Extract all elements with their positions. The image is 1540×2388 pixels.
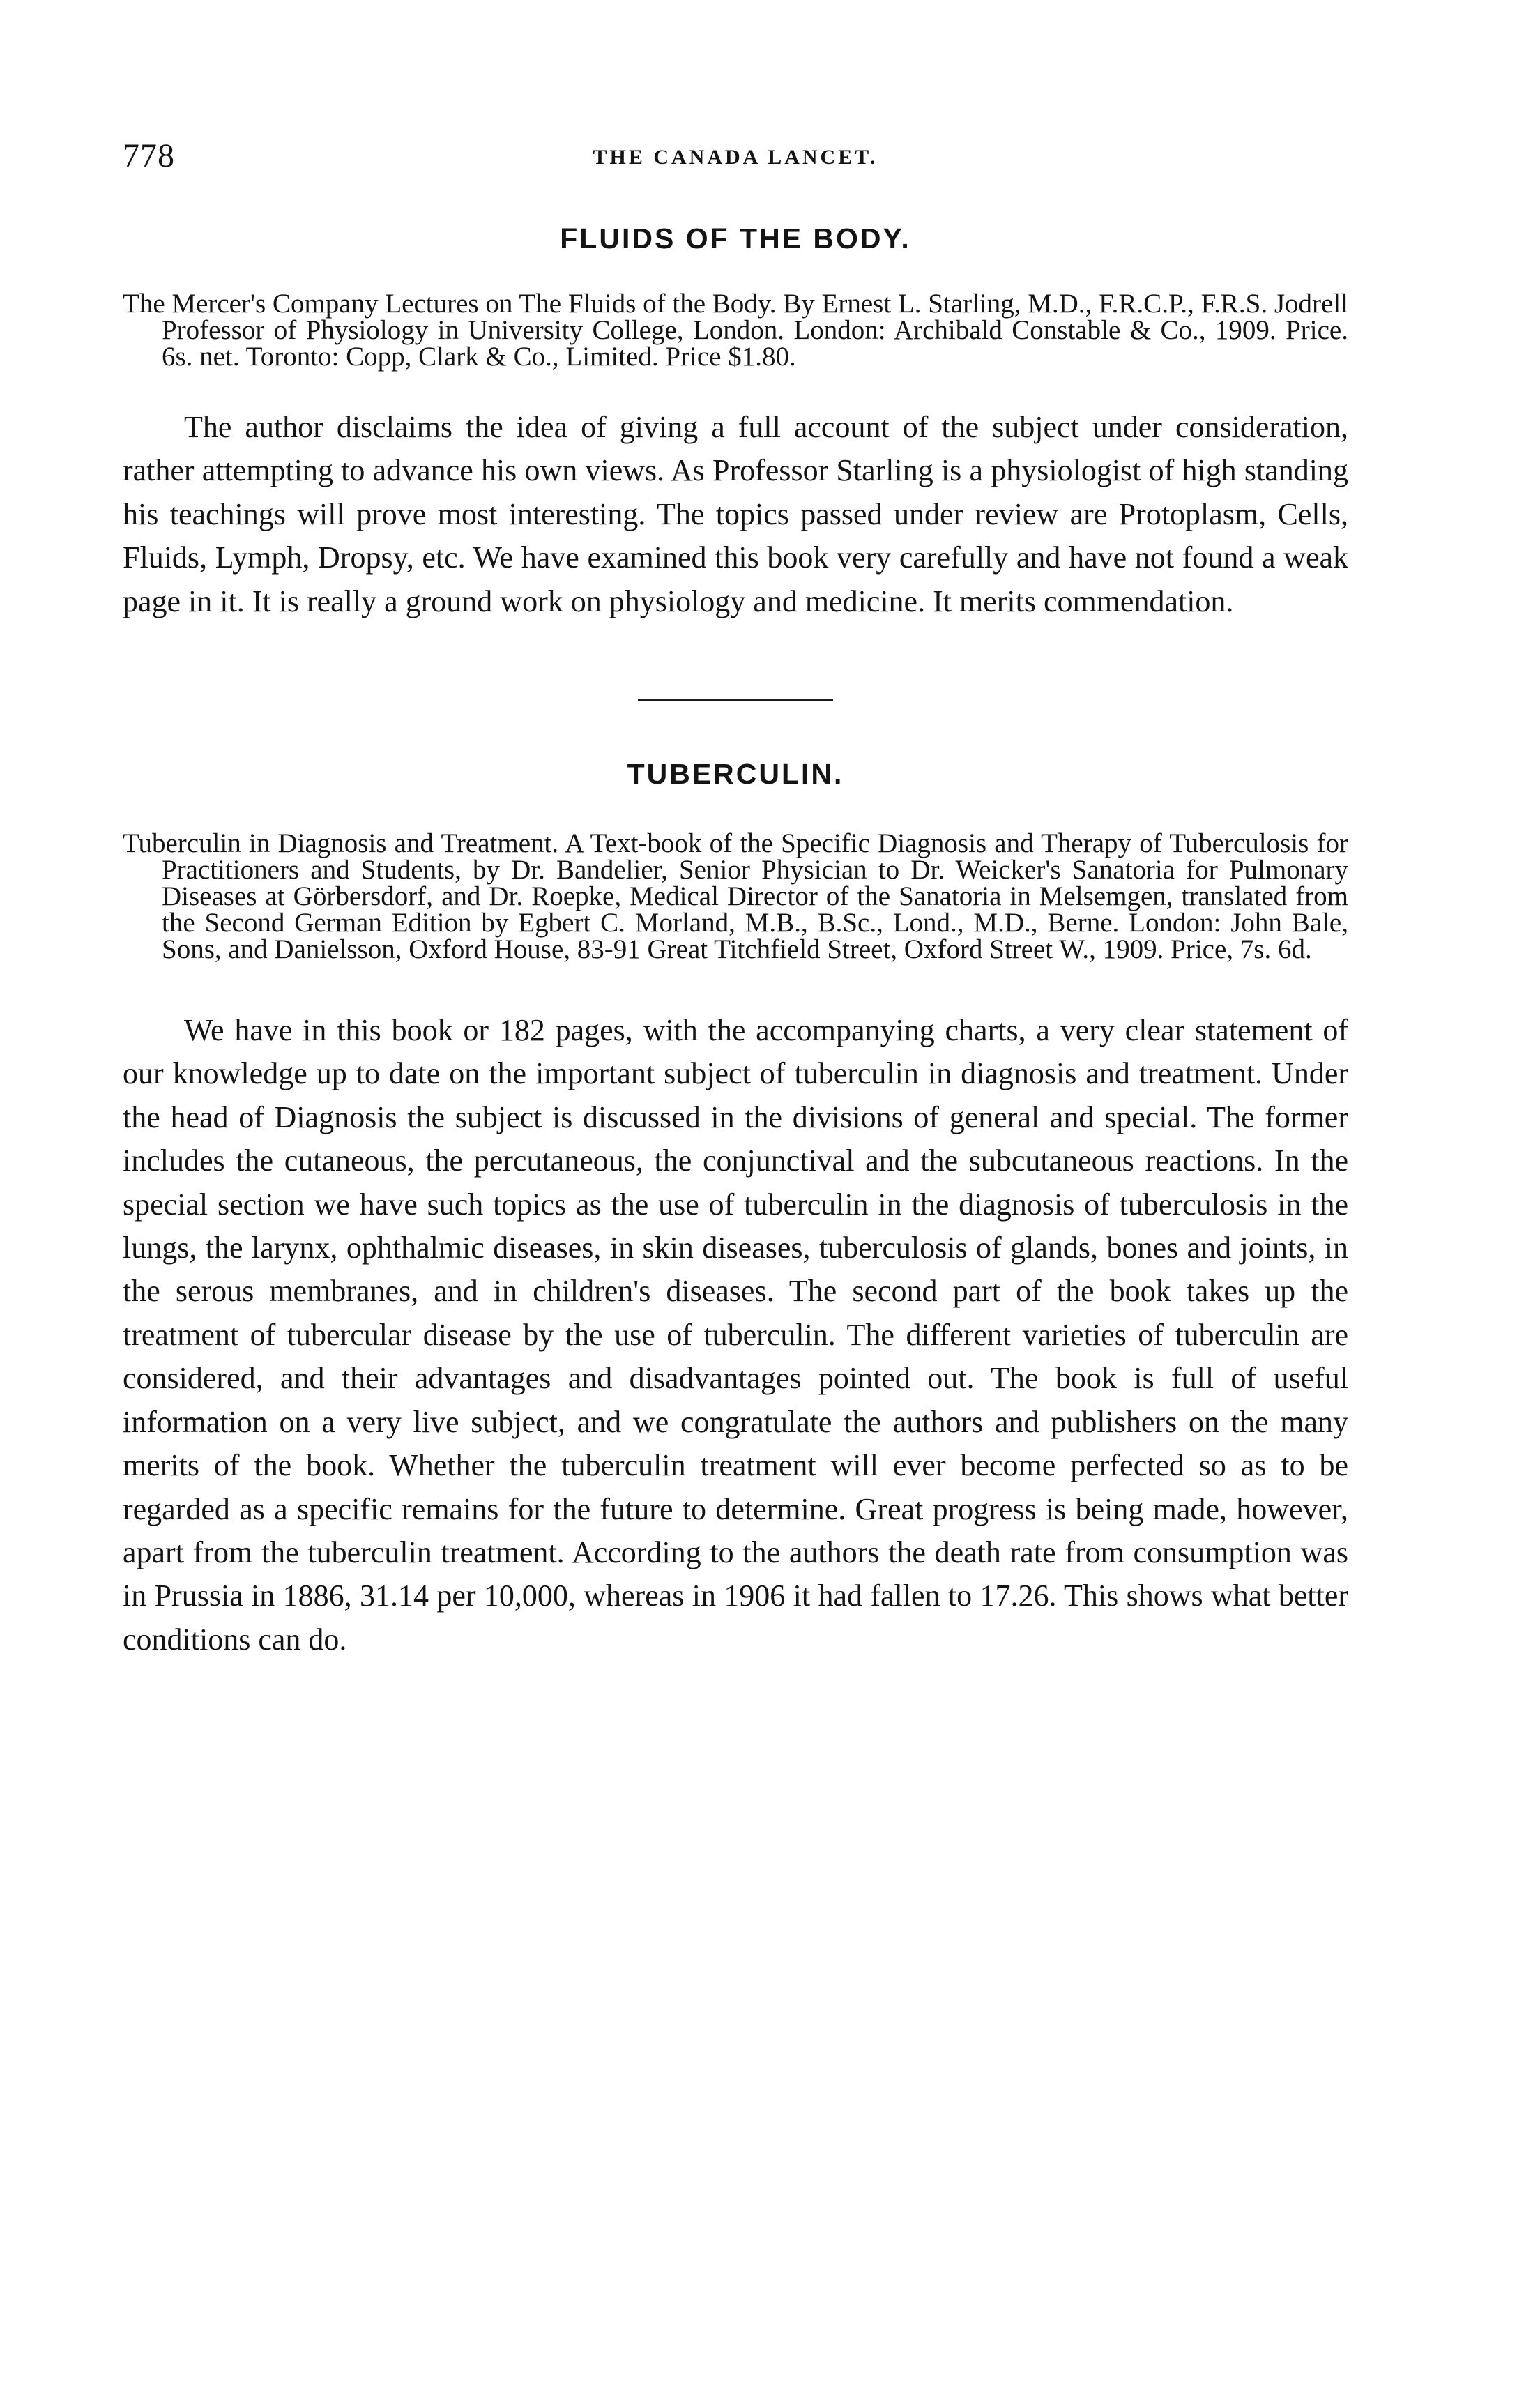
book-citation: The Mercer's Company Lectures on The Fluids of the Body. By Ernest L. Starling, M.D., F.R.C.P., F.R.S. Jodrell Professor of Physiology in University College, London. London: Archibald Constable & Co., 1909. Price. 6s. net. Toronto: Copp, Clark & Co., Limited. Price $1.80. — [123, 289, 1348, 372]
running-head — [123, 137, 1348, 178]
page — [123, 137, 1348, 1661]
review-body: We have in this book or 182 pages, with the accompanying charts, a very clear statement of our knowledge up to date on the important subject of tuberculin in diagnosis and treatment. Under the head of Diagnosis the subject is discussed in the divisions of general and special. The former includes the cutaneous, the percutaneous, the conjunctival and the subcutaneous reactions. In the special section we have such topics as the use of tuberculin in the diagnosis of tuberculosis in the lungs, the larynx, ophthalmic diseases, in skin diseases, tuberculosis of glands, bones and joints, in the serous membranes, and in children's diseases. The second part of the book takes up the treatment of tubercular disease by the use of tuberculin. The different varieties of tuberculin are considered, and their advantages and disadvantages pointed out. The book is full of useful information on a very live subject, and we congratulate the authors and publishers on the many merits of the book. Whether the tuberculin treatment will ever become perfected so as to be regarded as a specific remains for the future to determine. Great progress is being made, however, apart from the tuberculin treatment. According to the authors the death rate from consumption was in Prussia in 1886, 31.14 per 10,000, whereas in 1906 it had fallen to 17.26. This shows what better conditions can do. — [123, 1013, 1348, 1657]
review-fluids-of-the-body — [123, 221, 1348, 623]
journal-title: THE CANADA LANCET. — [593, 146, 878, 169]
section-title: TUBERCULIN. — [627, 758, 844, 791]
review-tuberculin — [123, 756, 1348, 1661]
page-number: 778 — [123, 137, 175, 174]
book-citation: Tuberculin in Diagnosis and Treatment. A Text-book of the Specific Diagnosis and Therapy of Tuberculosis for Practitioners and Students, by Dr. Bandelier, Senior Physician to Dr. Weicker's Sanatoria for Pulmonary Diseases at Görbersdorf, and Dr. Roepke, Medical Director of the Sanatoria in Melsemgen, translated from the Second German Edition by Egbert C. Morland, M.B., B.Sc., Lond., M.D., Berne. London: John Bale, Sons, and Danielsson, Oxford House, 83-91 Great Titchfield Street, Oxford Street W., 1909. Price, 7s. 6d. — [123, 828, 1348, 965]
section-title: FLUIDS OF THE BODY. — [560, 222, 911, 254]
section-divider — [638, 699, 833, 701]
review-body: The author disclaims the idea of giving a full account of the subject under consideration, rather attempting to advance his own views. As Professor Starling is a physiologist of high standing his teachings will prove most interesting. The topics passed under review are Protoplasm, Cells, Fluids, Lymph, Dropsy, etc. We have examined this book very carefully and have not found a weak page in it. It is really a ground work on physiology and medicine. It merits commendation. — [123, 410, 1348, 618]
